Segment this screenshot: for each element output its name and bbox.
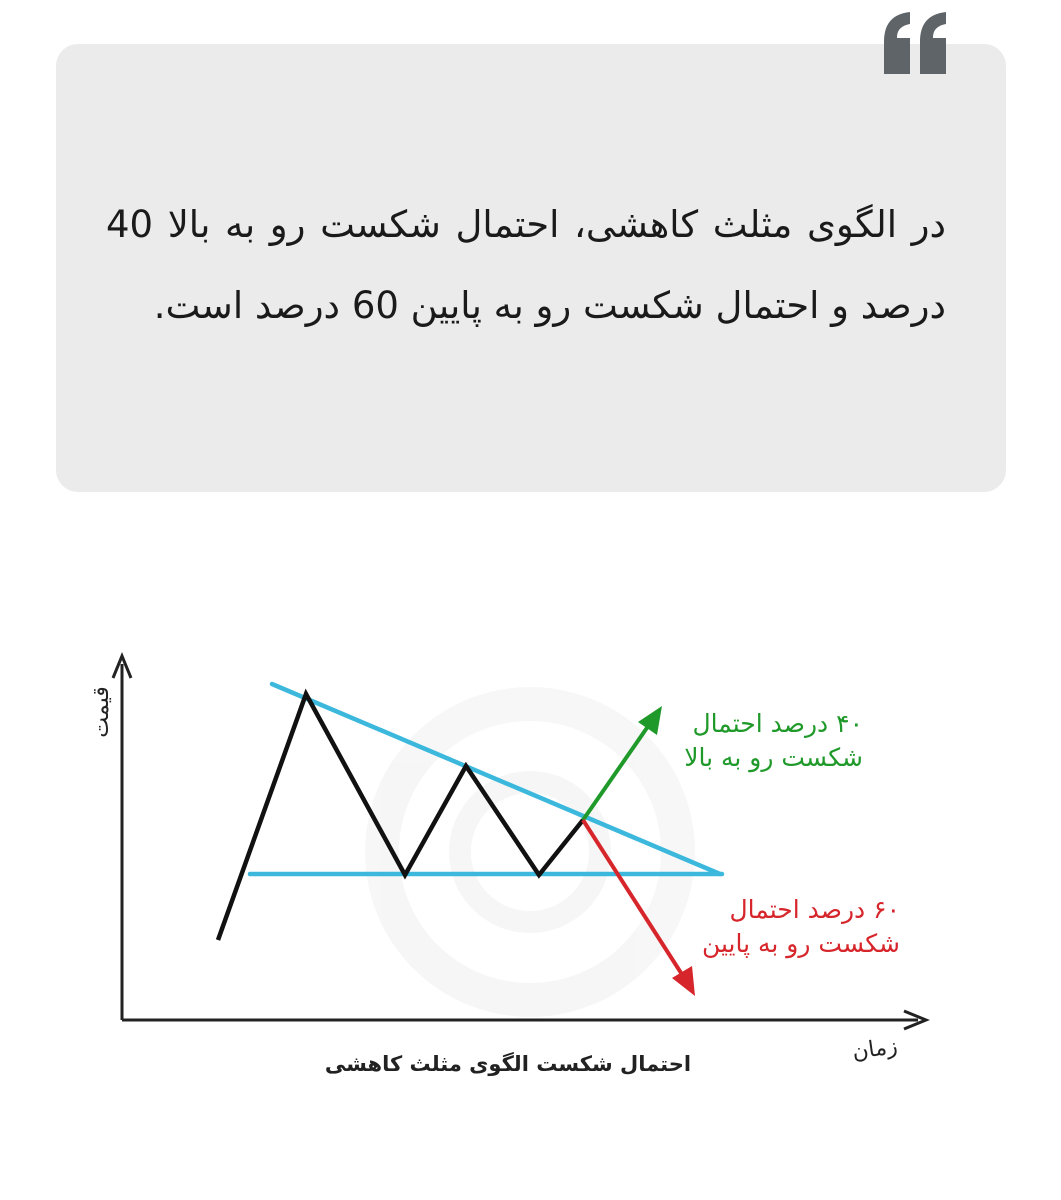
- up-label-line1: ۴۰ درصد احتمال: [692, 709, 863, 738]
- quote-icon: [880, 8, 952, 78]
- quote-text: در الگوی مثلث کاهشی، احتمال شکست رو به بالا 40 درصد و احتمال شکست رو به پایین 60 درصد است.: [106, 203, 946, 327]
- down-label-line1: ۶۰ درصد احتمال: [729, 895, 900, 924]
- up-label-line2: شکست رو به بالا: [684, 743, 863, 772]
- down-breakout-arrowhead: [672, 966, 695, 996]
- y-axis-label: قیمت: [89, 686, 114, 738]
- diagram-title: احتمال شکست الگوی مثلث کاهشی: [324, 1052, 692, 1076]
- x-axis-label: زمان: [850, 1033, 900, 1066]
- quote-card: [56, 44, 1006, 492]
- down-label-line2: شکست رو به پایین: [701, 929, 900, 958]
- triangle-breakout-diagram: [0, 560, 1061, 1120]
